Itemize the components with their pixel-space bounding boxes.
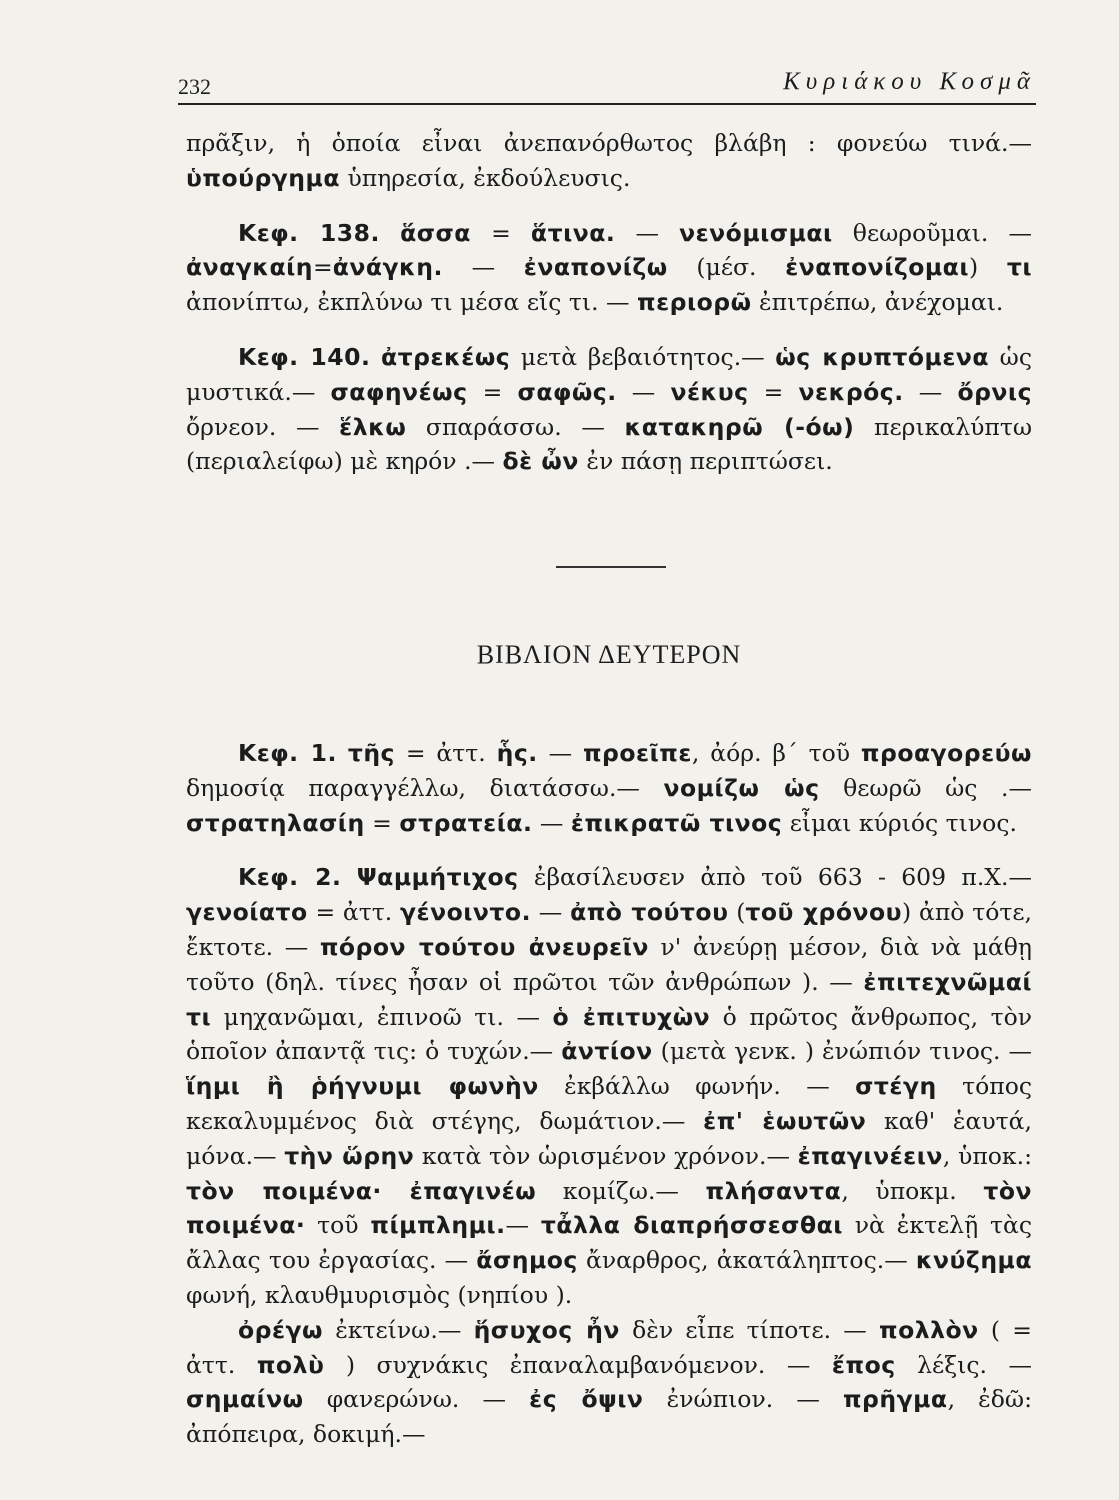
gloss-text: φωνή, κλαυθμυρισμὸς (νηπίου ). xyxy=(186,1280,573,1309)
paragraph-continuation xyxy=(186,126,1032,196)
gloss-text: — xyxy=(615,218,680,247)
headword: ὁ ἐπιτυχὼν xyxy=(552,1002,711,1031)
gloss-text: τόπος κεκαλυμμένος διὰ στέγης, δωμάτιον.— xyxy=(186,1072,1032,1135)
headword: νεκρός. xyxy=(798,377,904,406)
gloss-text: κομίζω.— xyxy=(536,1176,706,1205)
gloss-text: ἀπονίπτω, ἐκπλύνω τι μέσα εἴς τι. — xyxy=(186,288,638,317)
headword: ἧς. xyxy=(496,739,538,767)
headword: δὲ ὦν xyxy=(502,447,579,476)
gloss-text: — xyxy=(442,253,524,282)
section-two xyxy=(186,736,1032,1452)
header-rule xyxy=(178,103,1036,105)
gloss-text: ἐκβάλλω φωνήν. — xyxy=(538,1072,856,1101)
headword: ἅτινα. xyxy=(530,218,616,247)
gloss-text: = xyxy=(313,253,333,282)
gloss-text: μηχανῶμαι, ἐπινοῶ τι. — xyxy=(211,1002,553,1031)
headword: προαγορεύω xyxy=(860,739,1032,767)
gloss-text: ( = ἀττ. xyxy=(186,1315,1032,1379)
gloss-text: = xyxy=(364,808,400,837)
gloss-text: ἐπιτρέπω, ἀνέχομαι. xyxy=(751,288,1004,317)
headword: κνύζημα xyxy=(915,1246,1032,1275)
headword: προεῖπε xyxy=(582,739,692,767)
gloss-text: δημοσίᾳ παραγγέλλω, διατάσσω.— xyxy=(186,773,664,802)
gloss-text: — xyxy=(537,739,583,767)
headword: ἅσσα xyxy=(400,218,471,247)
headword: νομίζω ὡς xyxy=(663,773,820,802)
headword: Ψαμμήτιχος xyxy=(356,863,519,892)
gloss-text xyxy=(380,219,400,247)
headword: Κεφ. 140. xyxy=(238,342,371,371)
gloss-text: ) συχνάκις ἐπαναλαμβανόμενον. — xyxy=(324,1350,832,1379)
headword: νενόμισμαι xyxy=(679,218,833,247)
headword: πίμπλημι. xyxy=(370,1211,506,1240)
headword: ὑπούργημα xyxy=(186,163,340,192)
headword: ἐπαγινέειν xyxy=(797,1141,943,1170)
gloss-text: ὑπηρεσία, ἐκδούλευσις. xyxy=(339,163,631,192)
gloss-text: περικαλύπτω (περιαλείφω) μὲ κηρόν .— xyxy=(186,412,1033,476)
gloss-text: — xyxy=(616,377,671,406)
gloss-text: — xyxy=(531,898,571,927)
headword: ἐναπονίζομαι xyxy=(785,253,969,282)
gloss-text: ) xyxy=(968,253,1007,282)
headword: τοῦ χρόνου xyxy=(745,898,903,927)
gloss-text: νὰ ἐκτελῇ τὰς ἄλλας του ἐργασίας. — xyxy=(186,1211,1032,1275)
headword: σημαίνω xyxy=(186,1385,304,1414)
gloss-text: = xyxy=(748,377,799,406)
paragraph-kef-1 xyxy=(186,736,1032,840)
headword: ἐπικρατῶ τινος xyxy=(570,808,783,837)
headword: τἆλλα διαπρήσσεσθαι xyxy=(540,1211,843,1240)
headword: τὴν ὥρην xyxy=(284,1141,415,1170)
gloss-text: πρᾶξιν, ἡ ὁποία εἶναι ἀνεπανόρθωτος βλάβη : φονεύω τινά.— xyxy=(186,129,1032,157)
gloss-text: φανερώνω. — xyxy=(303,1385,530,1414)
headword: Κεφ. 2. xyxy=(238,863,342,892)
gloss-text: δὲν εἶπε τίποτε. — xyxy=(619,1315,880,1344)
gloss-text: — xyxy=(903,377,958,406)
gloss-text: (μέσ. xyxy=(667,253,786,282)
gloss-text: λέξις. — xyxy=(895,1350,1033,1379)
headword: ἥσυχος ἦν xyxy=(473,1315,620,1344)
headword: ἵημι ἢ ῥήγνυμι φωνὴν xyxy=(186,1072,539,1101)
gloss-text: = ἀττ. xyxy=(307,898,401,927)
headword: τῆς xyxy=(347,739,395,767)
gloss-text: εἶμαι κύριός τινος. xyxy=(782,808,1017,837)
gloss-text: ν' ἀνεύρῃ μέσον, διὰ νὰ μάθῃ τοῦτο (δηλ. τίνες ἦσαν οἱ πρῶτοι τῶν ἀνθρώπων ). — xyxy=(186,932,1032,996)
gloss-text: (μετὰ γενκ. ) ἐνώπιόν τινος. — xyxy=(652,1037,1032,1066)
headword: τὸν ποιμένα· ἐπαγινέω xyxy=(186,1176,537,1205)
gloss-text: ὡς μυστικά.— xyxy=(186,342,1033,406)
page-header xyxy=(178,66,1036,102)
headword: στρατηλασίη xyxy=(186,808,365,837)
headword: ἐς ὄψιν xyxy=(529,1385,644,1414)
paragraph-kef-138 xyxy=(186,216,1032,320)
gloss-text: θεωροῦμαι. — xyxy=(832,218,1032,247)
gloss-text: θεωρῶ ὡς .— xyxy=(819,773,1032,802)
headword: Κεφ. 138. xyxy=(238,218,380,247)
book-heading: ΒΙΒΛΙΟΝ ΔΕΥΤΕΡΟΝ xyxy=(476,640,742,669)
gloss-text: κατὰ τὸν ὡρισμένον χρόνον.— xyxy=(414,1141,798,1170)
gloss-text: ἐν πάσῃ περιπτώσει. xyxy=(578,447,833,476)
gloss-text: = xyxy=(467,377,518,406)
gloss-text xyxy=(341,863,356,891)
gloss-text: , ὑποκ.: xyxy=(942,1141,1032,1170)
headword: ἐναπονίζω xyxy=(523,253,668,282)
headword: πολὺ xyxy=(256,1350,325,1379)
headword: ἀνάγκη. xyxy=(332,253,443,282)
headword: στρατεία. xyxy=(399,808,533,837)
headword: νέκυς xyxy=(670,377,749,406)
gloss-text: καθ' ἑαυτά, μόνα.— xyxy=(186,1106,1032,1170)
gloss-text: ἐβασίλευσεν ἀπὸ τοῦ 663 - 609 π.Χ.— xyxy=(518,863,1032,892)
gloss-text: ὁ πρῶτος ἄνθρωπος, τὸν ὁποῖον ἀπαντᾷ τις: ὁ τυχών.— xyxy=(186,1002,1033,1066)
gloss-text: = ἀττ. xyxy=(395,739,497,767)
gloss-text: ἐκτείνω.— xyxy=(322,1315,474,1344)
headword: ἀναγκαίη xyxy=(186,253,314,282)
headword: γενοίατο xyxy=(186,898,308,927)
gloss-text: ) ἀπὸ τότε, ἔκτοτε. — xyxy=(186,898,1032,961)
headword: ἀντίον xyxy=(561,1037,653,1066)
running-head: Κυριάκου Κοσμᾶ xyxy=(783,68,1036,95)
headword: κατακηρῶ (-όω) xyxy=(624,412,855,441)
headword: ἄσημος xyxy=(476,1246,578,1275)
gloss-text: ἄναρθρος, ἀκατάληπτος.— xyxy=(577,1246,916,1275)
headword: ἀπὸ τούτου xyxy=(570,898,729,927)
gloss-text: μετὰ βεβαιότητος.— xyxy=(510,342,776,371)
section-separator xyxy=(556,566,666,568)
headword: πρῆγμα xyxy=(842,1385,948,1414)
gloss-text: = xyxy=(470,218,531,247)
gloss-text: , ἀόρ. β΄ τοῦ xyxy=(691,739,861,767)
gloss-text: ὄρνεον. — xyxy=(186,412,340,441)
headword: σαφῶς. xyxy=(517,377,617,406)
paragraph-kef-140 xyxy=(186,340,1032,479)
page-number: 232 xyxy=(178,74,211,99)
section-one xyxy=(186,126,1032,479)
headword: γένοιντο. xyxy=(400,898,532,927)
gloss-text: ( xyxy=(728,898,746,927)
headword: πλήσαντα xyxy=(705,1176,842,1205)
gloss-text: — xyxy=(505,1211,541,1240)
headword: τι xyxy=(1006,253,1032,282)
headword: ἔπος xyxy=(831,1350,896,1379)
gloss-text: ἐνώπιον. — xyxy=(643,1385,843,1414)
gloss-text: τοῦ xyxy=(305,1211,371,1240)
gloss-text xyxy=(337,739,348,767)
headword: σαφηνέως xyxy=(330,377,468,406)
gloss-text: — xyxy=(532,808,571,837)
headword: περιορῶ xyxy=(637,288,752,317)
headword: πολλὸν xyxy=(879,1315,979,1344)
headword: ὡς κρυπτόμενα xyxy=(775,342,990,371)
headword: ἀτρεκέως xyxy=(381,342,511,371)
gloss-text: , ἐδῶ: ἀπόπειρα, δοκιμή.— xyxy=(186,1385,1032,1449)
gloss-text: σπαράσσω. — xyxy=(406,412,625,441)
headword: ἐπιτεχνῶμαί τι xyxy=(186,967,1032,1031)
paragraph-continued xyxy=(186,1313,1032,1452)
headword: ἕλκω xyxy=(339,412,407,441)
gloss-text: , ὑποκμ. xyxy=(841,1176,984,1205)
headword: Κεφ. 1. xyxy=(238,739,337,767)
gloss-text xyxy=(370,343,381,371)
headword: ὄρνις xyxy=(957,377,1032,406)
headword: πόρον τούτου ἀνευρεῖν xyxy=(319,932,649,961)
headword: ἐπ' ἑωυτῶν xyxy=(703,1106,867,1135)
headword: τὸν ποιμένα· xyxy=(186,1176,1032,1240)
headword: ὀρέγω xyxy=(238,1315,323,1344)
headword: στέγη xyxy=(855,1072,937,1101)
paragraph-kef-2 xyxy=(186,860,1032,1312)
